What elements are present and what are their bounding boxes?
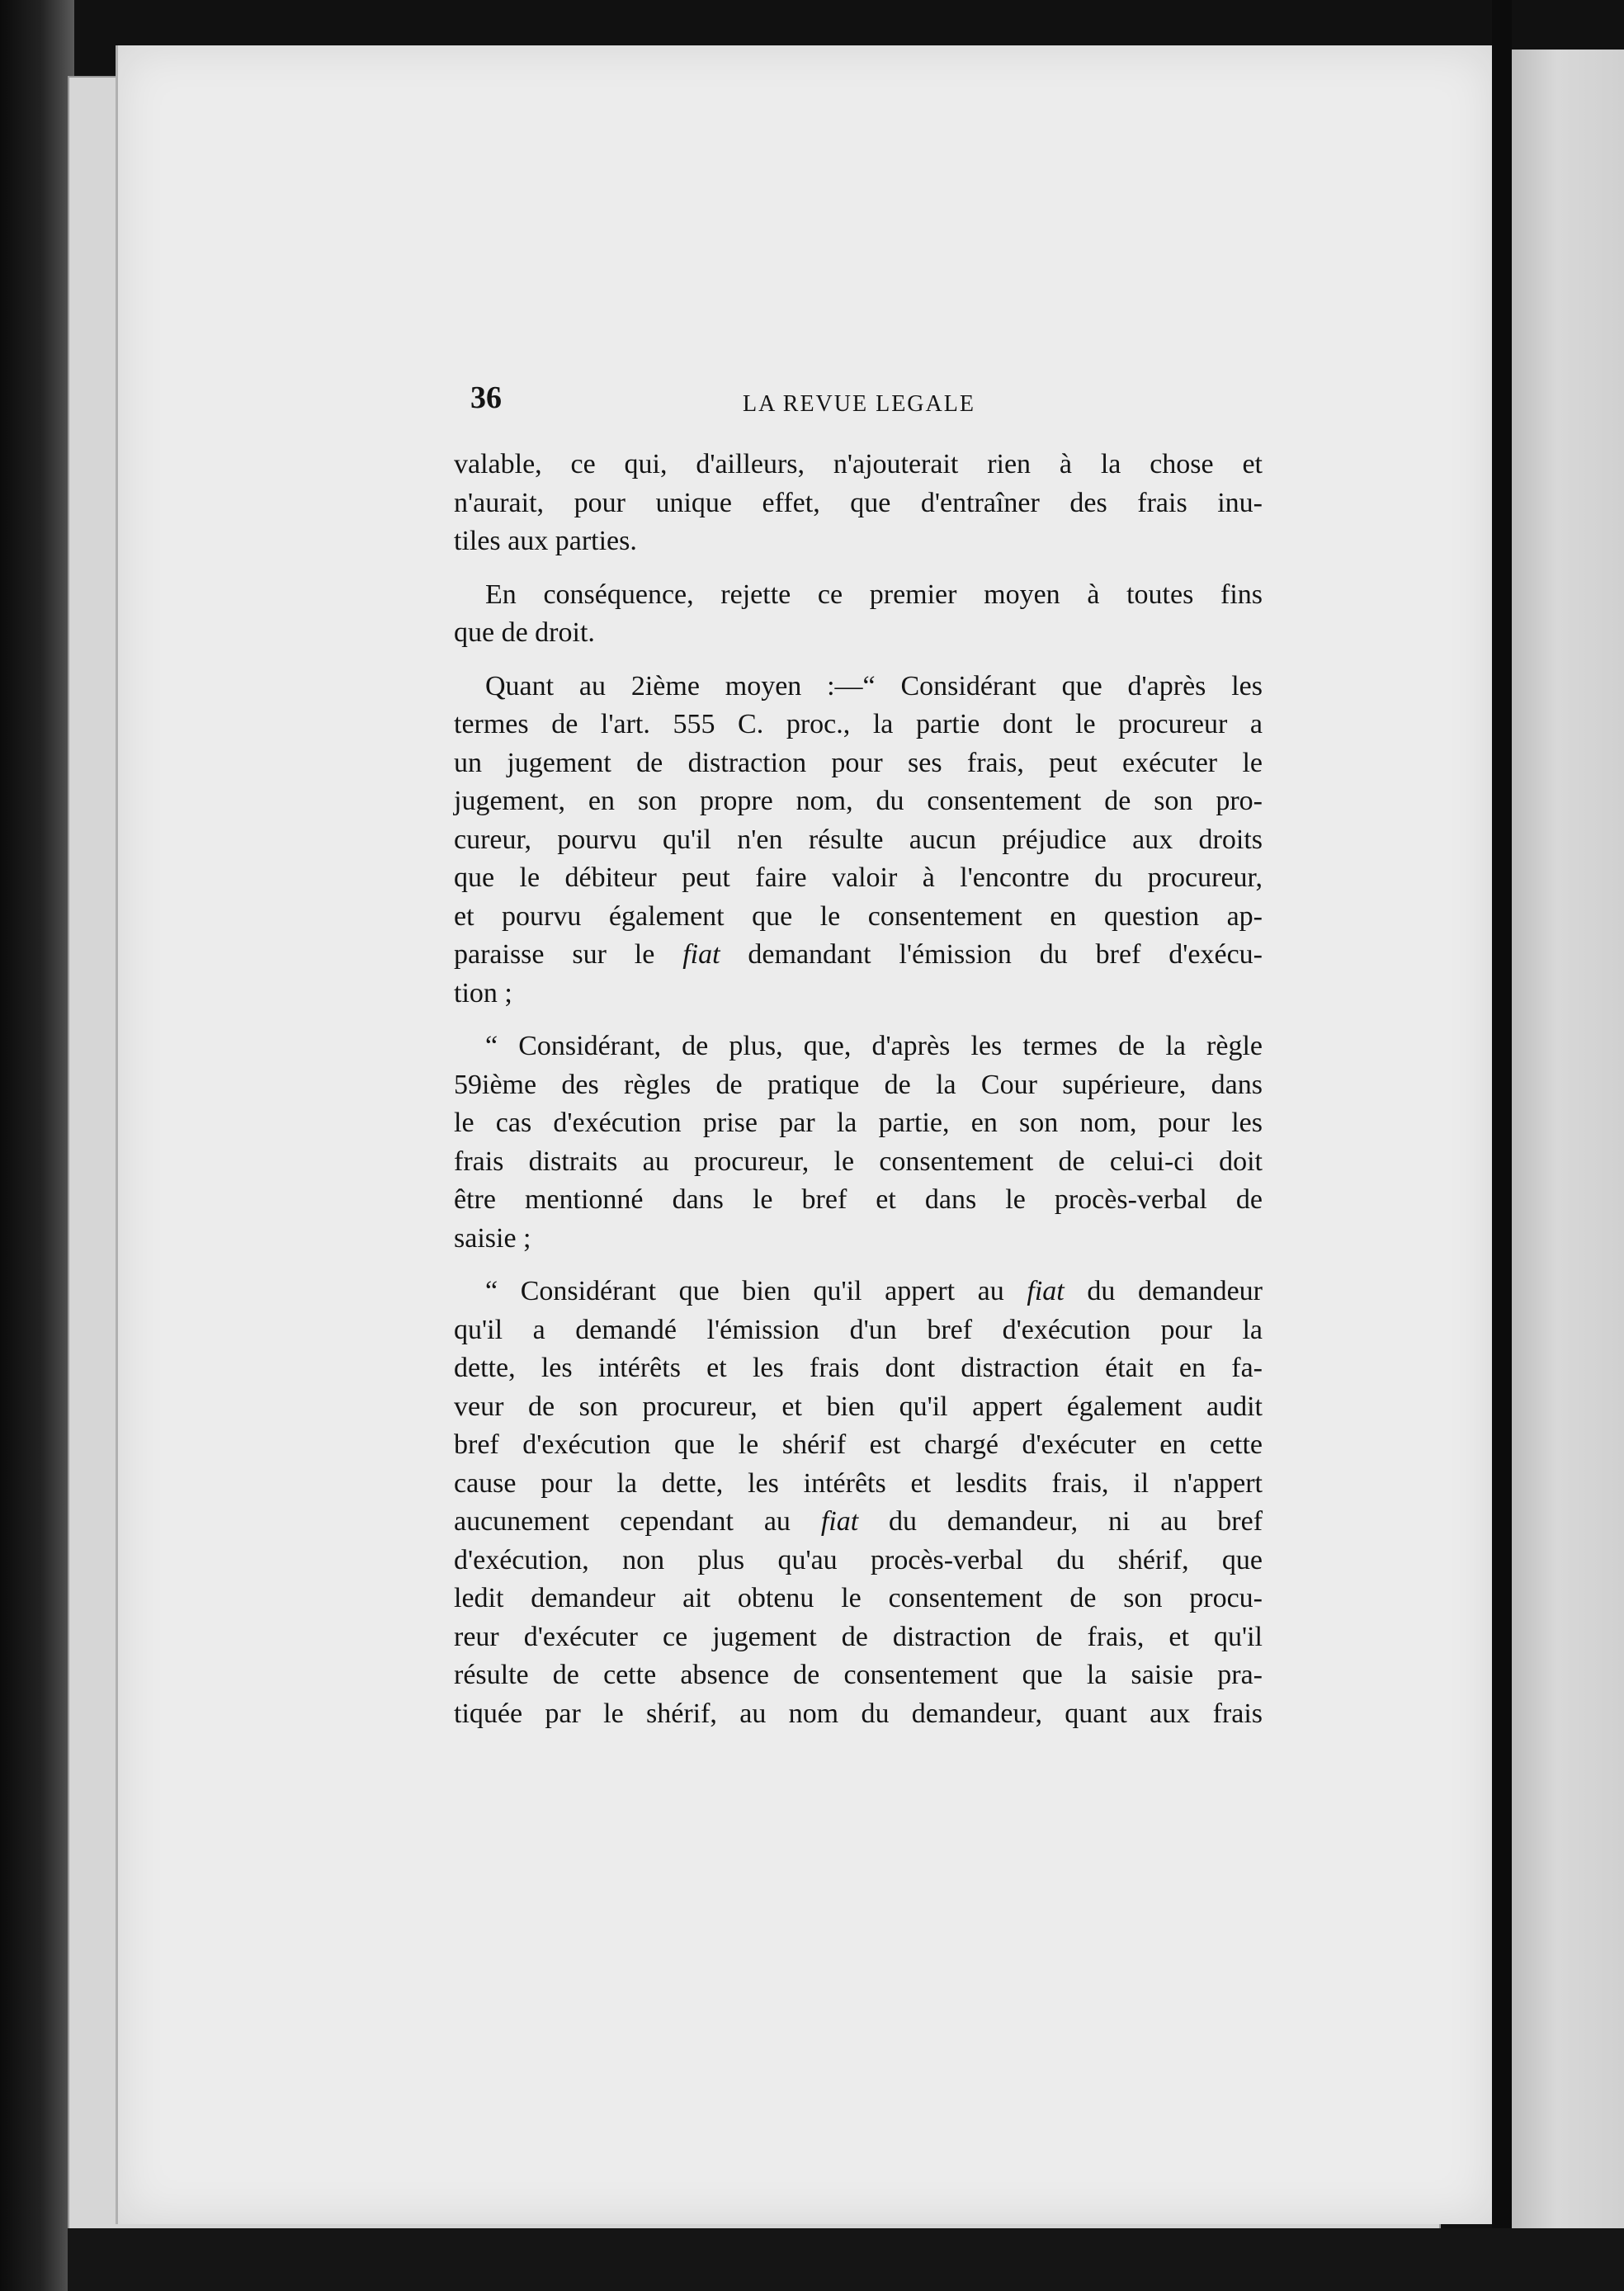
text-line: que le débiteur peut faire valoir à l'encontre du procureur, xyxy=(454,862,1263,893)
text-line: veur de son procureur, et bien qu'il appert également audit xyxy=(454,1391,1263,1422)
text-line: ledit demandeur ait obtenu le consentement de son procu- xyxy=(454,1583,1263,1613)
paragraph-5 xyxy=(454,1273,1263,1733)
text-line: “ Considérant que bien qu'il appert au fiat du demandeur xyxy=(485,1276,1263,1306)
text-line: résulte de cette absence de consentement que la saisie pra- xyxy=(454,1660,1263,1690)
text-line: paraisse sur le fiat demandant l'émission du bref d'exécu- xyxy=(454,939,1263,970)
page-header xyxy=(454,380,1263,429)
text-line: frais distraits au procureur, le consentement de celui-ci doit xyxy=(454,1146,1263,1177)
book-gutter xyxy=(1492,0,1512,2291)
text-line: être mentionné dans le bref et dans le procès-verbal de xyxy=(454,1184,1263,1215)
text-line: bref d'exécution que le shérif est chargé d'exécuter en cette xyxy=(454,1429,1263,1460)
text-line: “ Considérant, de plus, que, d'après les termes de la règle xyxy=(485,1031,1263,1061)
paragraph-4 xyxy=(454,1027,1263,1258)
text-line: saisie ; xyxy=(454,1222,531,1254)
text-line: cause pour la dette, les intérêts et lesdits frais, il n'appert xyxy=(454,1467,1263,1499)
text-line: tiquée par le shérif, au nom du demandeur, quant aux frais xyxy=(454,1698,1263,1729)
paragraph-3 xyxy=(454,668,1263,1013)
text-block xyxy=(454,380,1263,1748)
text-line: Quant au 2ième moyen :—“ Considérant que d'après les xyxy=(485,670,1263,701)
page-number: 36 xyxy=(470,380,502,415)
scan-left-edge xyxy=(0,0,74,2291)
scan-bottom-edge xyxy=(68,2228,1624,2291)
text-line: et pourvu également que le consentement en question ap- xyxy=(454,900,1263,932)
text-line: reur d'exécuter ce jugement de distraction de frais, et qu'il xyxy=(454,1621,1263,1652)
text-line: cureur, pourvu qu'il n'en résulte aucun préjudice aux droits xyxy=(454,824,1263,855)
paragraph-1 xyxy=(454,446,1263,561)
text-line: valable, ce qui, d'ailleurs, n'ajouterait rien à la chose et xyxy=(454,449,1263,479)
facing-page-edge xyxy=(1512,50,1624,2237)
text-line: 59ième des règles de pratique de la Cour supérieure, dans xyxy=(454,1069,1263,1100)
text-line: n'aurait, pour unique effet, que d'entraîner des frais inu- xyxy=(454,487,1263,518)
text-line: jugement, en son propre nom, du consentement de son pro- xyxy=(454,786,1263,816)
text-line: aucunement cependant au fiat du demandeur, ni au bref xyxy=(454,1506,1263,1537)
text-line: d'exécution, non plus qu'au procès-verbal du shérif, que xyxy=(454,1544,1263,1575)
text-line: le cas d'exécution prise par la partie, en son nom, pour les xyxy=(454,1108,1263,1138)
paragraph-2 xyxy=(454,576,1263,653)
text-line: dette, les intérêts et les frais dont distraction était en fa- xyxy=(454,1353,1263,1383)
text-line: tion ; xyxy=(454,977,512,1009)
text-line: un jugement de distraction pour ses frais, peut exécuter le xyxy=(454,747,1263,778)
text-line: qu'il a demandé l'émission d'un bref d'exécution pour la xyxy=(454,1314,1263,1345)
text-line: que de droit. xyxy=(454,617,595,648)
text-line: termes de l'art. 555 C. proc., la partie dont le procureur a xyxy=(454,709,1263,739)
text-line: En conséquence, rejette ce premier moyen à toutes fins xyxy=(485,579,1263,610)
running-head: LA REVUE LEGALE xyxy=(743,391,975,417)
text-line: tiles aux parties. xyxy=(454,526,637,556)
